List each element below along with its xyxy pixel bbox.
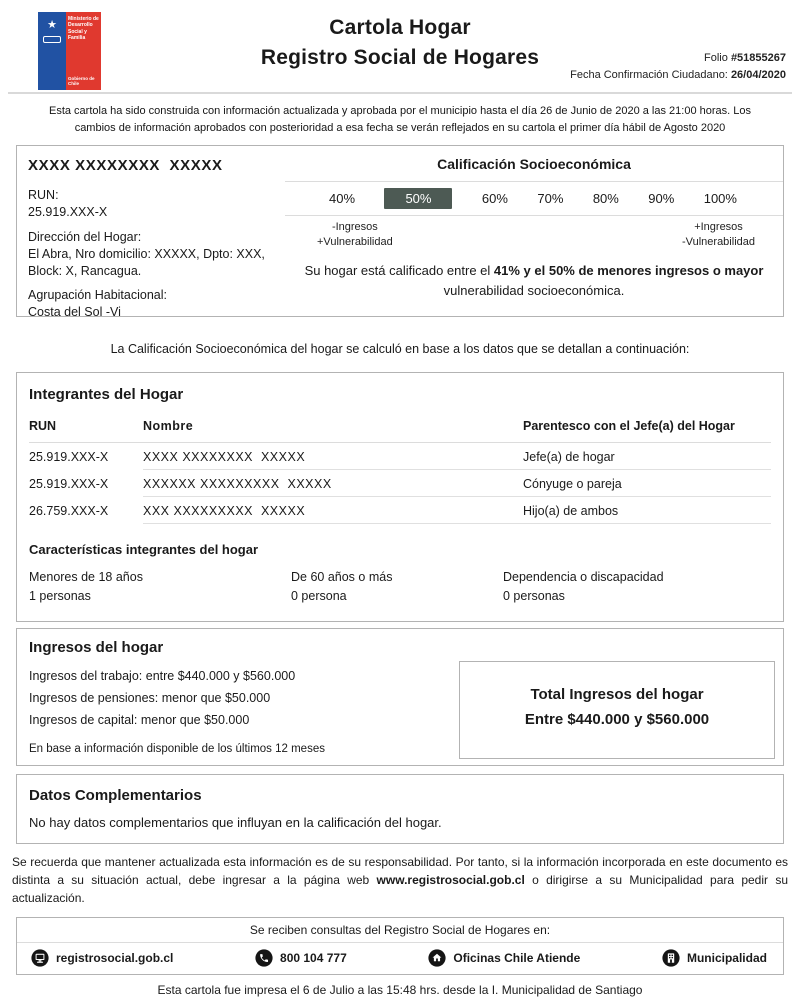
contact-item-web: registrosocial.gob.cl — [31, 949, 173, 967]
result-line2: vulnerabilidad socioeconómica. — [443, 282, 625, 298]
list-item: Ingresos del trabajo: entre $440.000 y $560.000 — [29, 668, 296, 683]
caracteristicas-title: Características integrantes del hogar — [29, 542, 259, 557]
ingresos-note: En base a información disponible de los últimos 12 meses — [29, 742, 325, 755]
website-url: www.registrosocial.gob.cl — [376, 872, 525, 887]
direccion-field — [28, 229, 285, 280]
caracteristica-item: Menores de 18 años 1 personas — [29, 570, 143, 603]
table-row: 25.919.XXX-X XXXXXX XXXXXXXXX XXXXX Cónyuge o pareja — [29, 470, 771, 497]
column-header-nombre: Nombre — [143, 419, 194, 433]
header — [0, 0, 800, 92]
home-icon — [428, 949, 446, 967]
folio-block — [570, 50, 786, 83]
caracteristica-item: Dependencia o discapacidad 0 personas — [503, 570, 664, 603]
folio-line — [570, 50, 786, 67]
total-ingresos-box — [459, 661, 775, 759]
building-icon — [662, 949, 680, 967]
update-notice: Esta cartola ha sido construida con información actualizada y aprobada por el municipio hasta el día 26 de Junio de 2020 a las 21:00 horas. Los cambios de información aprobados con posterioridad a esa fecha se verán reflejados en su cartola el primer día hábil de Agosto 2020 — [48, 105, 751, 134]
column-header-run: RUN — [29, 419, 57, 433]
axis-right-label: +Ingresos -Vulnerabilidad — [682, 221, 755, 249]
column-header-parentesco: Parentesco con el Jefe(a) del Hogar — [523, 419, 735, 433]
scale-cell: 90% — [648, 191, 675, 206]
axis-labels — [285, 216, 783, 251]
scale-cell: 100% — [703, 191, 737, 206]
scale-cell: 70% — [537, 191, 564, 206]
datos-complementarios-box — [16, 774, 784, 844]
direccion-label: Dirección del Hogar: — [28, 229, 142, 244]
contact-item-phone: 800 104 777 — [255, 949, 347, 967]
scale-cell: 80% — [592, 191, 619, 206]
members-table — [29, 419, 771, 524]
header-divider — [8, 92, 792, 94]
list-item: Ingresos de capital: menor que $50.000 — [29, 712, 250, 727]
datos-title: Datos Complementarios — [29, 786, 202, 804]
reminder-paragraph: Se recuerda que mantener actualizada esta información es de su responsabilidad. Por tanto, si la información incorporada en este documento es distinta a su situación actual, debe ingresar a la página web www.registrosocial.gob.cl o dirigirse a su Municipalidad para pedir su actualización. — [12, 854, 788, 905]
integrantes-title: Integrantes del Hogar — [29, 386, 184, 403]
government-name: Gobierno de Chile — [68, 76, 95, 86]
agrupacion-field — [28, 287, 285, 321]
caracteristicas-row — [29, 568, 771, 606]
page-title: Cartola Hogar — [329, 16, 471, 39]
folio-label: Folio — [704, 52, 728, 64]
run-field — [28, 187, 285, 221]
person-name: XXXX XXXXXXXX XXXXX — [28, 157, 223, 174]
table-row: 26.759.XXX-X XXX XXXXXXXXX XXXXX Hijo(a) de ambos — [29, 497, 771, 524]
contact-row — [17, 943, 783, 974]
total-title: Total Ingresos del hogar — [530, 685, 704, 703]
contact-title: Se reciben consultas del Registro Social de Hogares en: — [17, 918, 783, 943]
fecha-line — [570, 67, 786, 84]
household-summary-box — [16, 145, 784, 320]
page-subtitle: Registro Social de Hogares — [260, 46, 540, 69]
fecha-value: 26/04/2020 — [730, 68, 786, 81]
axis-left-label: -Ingresos +Vulnerabilidad — [317, 221, 393, 249]
contact-box — [16, 917, 784, 975]
scale-cell: 60% — [481, 191, 508, 206]
logo-blue-panel — [38, 12, 66, 90]
star-icon: ★ — [47, 19, 57, 31]
run-value: 25.919.XXX-X — [28, 204, 108, 219]
contact-item-oficinas: Oficinas Chile Atiende — [428, 949, 580, 967]
phone-icon — [255, 949, 273, 967]
percent-scale — [285, 182, 783, 215]
agrupacion-label: Agrupación Habitacional: — [28, 288, 167, 303]
ingresos-box — [16, 628, 784, 766]
agrupacion-value: Costa del Sol -Vi — [28, 305, 121, 320]
direccion-value: El Abra, Nro domicilio: XXXXX, Dpto: XXX, Block: X, Rancagua. — [28, 246, 265, 278]
total-value: Entre $440.000 y $560.000 — [524, 710, 710, 728]
integrantes-box — [16, 372, 784, 622]
person-info — [17, 146, 285, 320]
calificacion-result — [285, 261, 783, 301]
printed-line: Esta cartola fue impresa el 6 de Julio a las 15:48 hrs. desde la I. Municipalidad de Santiago — [157, 982, 643, 997]
ingresos-title: Ingresos del hogar — [29, 638, 164, 656]
datos-text: No hay datos complementarios que influyan en la calificación del hogar. — [29, 814, 442, 830]
ministry-logo — [38, 12, 101, 90]
shield-icon — [43, 36, 61, 43]
scale-cell: 40% — [329, 191, 356, 206]
table-row: 25.919.XXX-X XXXX XXXXXXXX XXXXX Jefe(a) de hogar — [29, 443, 771, 470]
contact-item-municipalidad: Municipalidad — [662, 949, 767, 967]
monitor-icon — [31, 949, 49, 967]
calificacion-section — [285, 146, 783, 316]
intro-sentence: La Calificación Socioeconómica del hogar se calculó en base a los datos que se detallan a continuación: — [110, 342, 690, 356]
table-header-row — [29, 419, 771, 443]
logo-red-panel — [66, 12, 101, 90]
result-line1: Su hogar está calificado entre el 41% y el 50% de menores ingresos o mayor — [304, 262, 764, 278]
ministry-name: Ministerio de Desarrollo Social y Familia — [68, 16, 99, 41]
scale-cell: 50% — [384, 188, 452, 209]
caracteristica-item: De 60 años o más 0 persona — [291, 570, 393, 603]
calificacion-title: Calificación Socioeconómica — [437, 156, 631, 172]
folio-value: #51855267 — [730, 52, 786, 64]
fecha-label: Fecha Confirmación Ciudadano: — [570, 68, 728, 81]
run-label: RUN: — [28, 188, 59, 202]
list-item: Ingresos de pensiones: menor que $50.000 — [29, 690, 271, 705]
